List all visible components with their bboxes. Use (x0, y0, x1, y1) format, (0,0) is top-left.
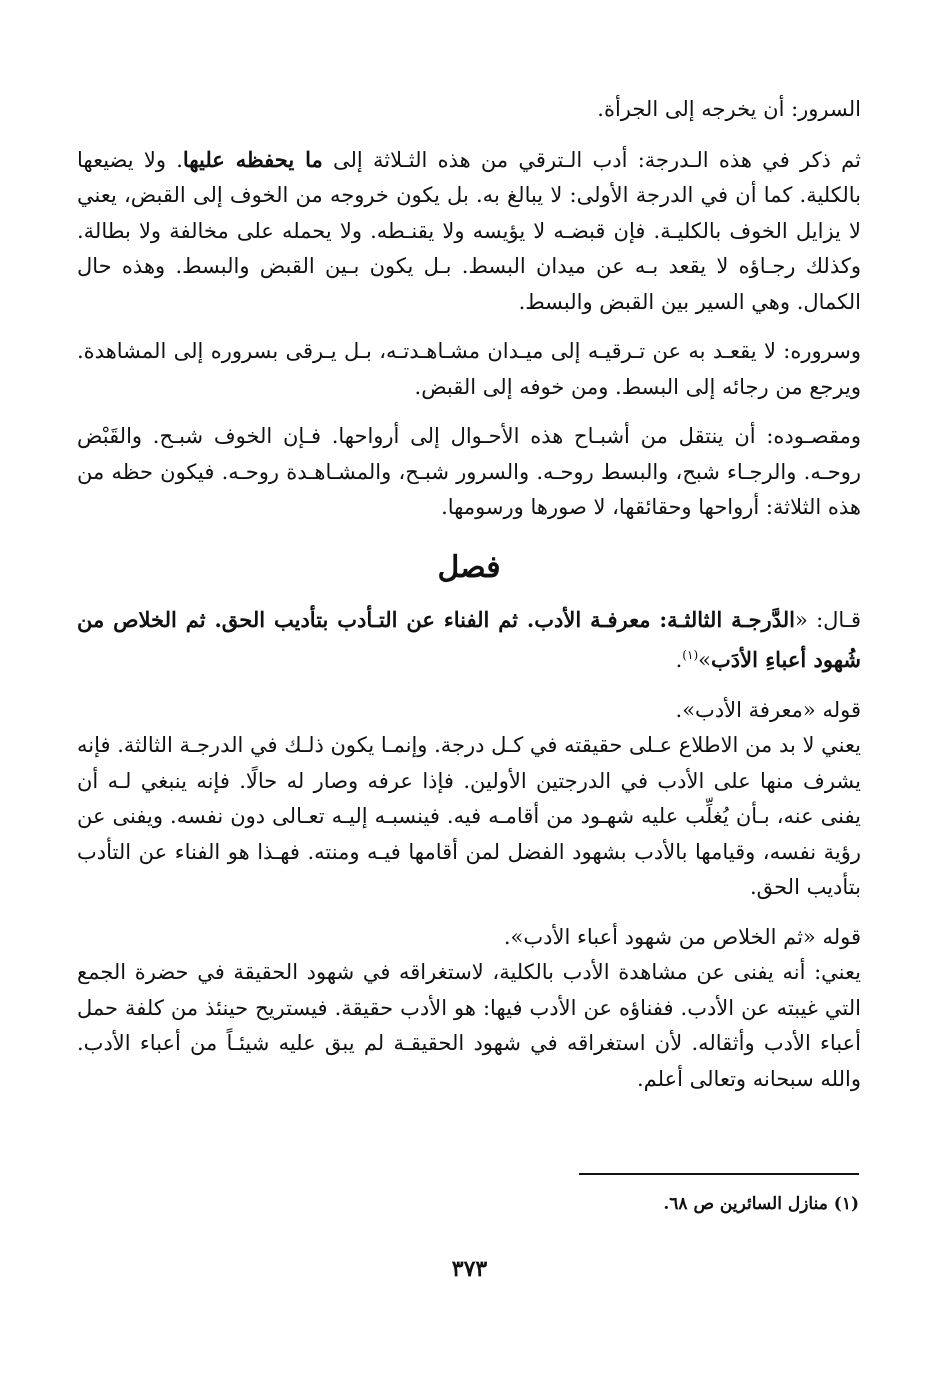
paragraph-8: قوله «ثم الخلاص من شهود أعباء الأدب». (503, 924, 861, 949)
paragraph-2-bold: ما يحفظه عليها (182, 146, 323, 172)
page-body (77, 92, 861, 1097)
quote-intro: قـال: « (794, 607, 861, 632)
quote-text: الدَّرجـة الثالثـة: معرفـة الأدب. ثم الفناء عن التـأدب بتأديب الحق. ثم الخلاص من شُهود أعباءِ الأدَب (77, 606, 861, 672)
paragraph-2-rest: . ولا يضيعها بالكلية. كما أن في الدرجة الأولى: لا يبالغ به. بل يكون خروجه من الخوف إلى القبض، يعني لا يزايل الخوف بالكليـة. فإن قبضـه لا يؤيسه ولا يقنـطه. ولا يحمله على مخالفة ولا بطالة. وكذلك رجـاؤه لا يقعد بـه عن ميدان البسط. بـل يكون بـين القبض والبسط. وهذه حال الكمال. وهي السير بين القبض والبسط. (77, 147, 861, 314)
paragraph-3: وسروره: لا يقعـد به عن تـرقيـه إلى ميـدان مشـاهـدتـه، بـل يـرقى بسروره إلى المشاهدة. ويرجع من رجائه إلى البسط. ومن خوفه إلى القبض. (77, 339, 861, 399)
paragraph-1: السرور: أن يخرجه إلى الجرأة. (597, 97, 861, 121)
quote-paragraph (77, 602, 861, 679)
paragraph-7: يعني لا بد من الاطلاع عـلى حقيقته في كـل درجة. وإنمـا يكون ذلـك في الدرجـة الثالثة. فإنه يشرف منها على الأدب في الدرجتين الأولين. فإذا عرفه وصار له حالًا. فإنه ينبغي لـه أن يفنى عنه، بـأن يُغلِّب عليه شهـود من أقامـه فيه. فينسبـه إليـه تعـالى دون نفسه. ويفنى عن رؤية نفسه، وقيامها بالأدب بشهود الفضل لمن أقامها فيـه ومنته. فهـذا هو الفناء عن التأدب بتأديب الحق. (77, 733, 861, 899)
paragraph-9: يعني: أنه يفنى عن مشاهدة الأدب بالكلية، لاستغراقه في شهود الحقيقة في حضرة الجمع التي غيبته عن الأدب. ففناؤه عن الأدب فيها: هو الأدب حقيقة. فيستريح حينئذ من كلفة حمل أعباء الأدب وأثقاله. لأن استغراقه في شهود الحقيقـة لم يبق عليه شيئـاً من أعباء الأدب. والله سبحانه وتعالى أعلم. (77, 960, 861, 1091)
footnote-divider (579, 1173, 859, 1175)
paragraph-6: قوله «معرفة الأدب». (675, 697, 861, 722)
section-heading: فصل (437, 549, 501, 585)
footnote-marker: (١) (682, 648, 699, 662)
footnote: (١) منازل السائرين ص ٦٨. (663, 1194, 859, 1214)
quote-close: » (698, 648, 711, 672)
paragraph-2-start: ثم ذكر في هذه الـدرجة: أدب الـترقي من هذه الثـلاثة إلى (322, 147, 861, 172)
quote-end: . (675, 648, 683, 672)
paragraph-4: ومقصـوده: أن ينتقل من أشبـاح هذه الأحـوال إلى أرواحها. فـإن الخوف شبـح. والقَبْض روحـه. والرجـاء شبح، والبسط روحـه. والسرور شبـح، والمشـاهـدة روحـه. فيكون حظه من هذه الثلاثة: أرواحها وحقائقها، لا صورها ورسومها. (77, 424, 861, 519)
page-number: ٣٧٣ (451, 1256, 488, 1282)
paragraph-2 (77, 142, 861, 321)
